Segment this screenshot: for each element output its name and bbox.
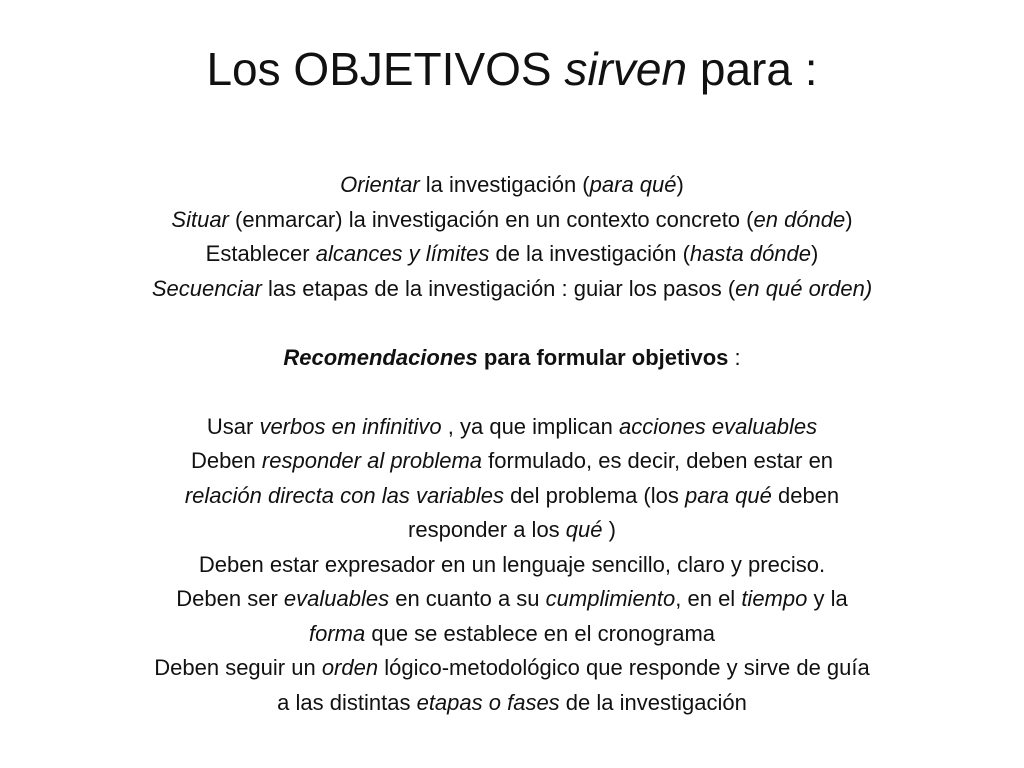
text-segment: para qué	[589, 172, 677, 197]
text-segment: formulado, es decir, deben estar en	[482, 448, 834, 473]
text-segment: de la investigación	[559, 689, 747, 715]
text-segment: Deben	[190, 448, 262, 473]
text-segment: orden	[321, 655, 379, 680]
recommendations-heading-part-3: :	[728, 344, 741, 370]
text-segment: responder a los	[408, 517, 566, 542]
slide-title	[0, 38, 1024, 100]
recommendations-heading	[60, 341, 964, 376]
spacer	[60, 375, 964, 410]
recommendation-line	[60, 582, 964, 617]
text-segment: Secuenciar	[151, 275, 262, 301]
purposes-list	[60, 168, 964, 306]
recommendation-line	[60, 479, 964, 514]
text-segment: , ya que implican	[441, 413, 619, 439]
text-segment: que se establece en el cronograma	[365, 620, 716, 646]
recommendation-line	[60, 444, 964, 479]
text-segment: del problema (los	[504, 482, 685, 508]
text-segment: , en el	[675, 586, 742, 611]
text-segment: (enmarcar) la investigación en un contexto concreto (	[228, 206, 754, 232]
text-segment: etapas o fases	[416, 689, 560, 715]
text-segment: Situar	[171, 206, 229, 232]
title-part-1: Los OBJETIVOS	[206, 43, 565, 95]
recommendation-line	[60, 686, 964, 721]
recommendation-line	[60, 513, 964, 548]
text-segment: relación directa con las variables	[184, 482, 505, 508]
text-segment: alcances y límites	[315, 241, 490, 266]
recommendations-heading-part-1: Recomendaciones	[283, 344, 478, 370]
text-segment: )	[602, 517, 616, 542]
text-segment: evaluables	[283, 586, 390, 611]
text-segment: )	[845, 206, 853, 232]
text-segment: )	[676, 172, 684, 197]
text-segment: la investigación (	[419, 172, 590, 197]
spacer	[60, 306, 964, 341]
text-segment: Deben seguir un	[154, 655, 322, 680]
title-part-3: para :	[687, 43, 818, 95]
text-segment: hasta dónde	[689, 241, 812, 266]
text-segment: en dónde	[753, 206, 846, 232]
purpose-line	[60, 203, 964, 238]
recommendation-line	[60, 651, 964, 686]
text-segment: en qué orden)	[735, 275, 873, 301]
text-segment: a las distintas	[277, 689, 417, 715]
text-segment: de la investigación (	[489, 241, 690, 266]
text-segment: en cuanto a su	[389, 586, 546, 611]
text-segment: responder al problema	[261, 448, 483, 473]
text-segment: tiempo	[741, 586, 808, 611]
text-segment: y la	[807, 586, 848, 611]
slide-body	[60, 168, 964, 720]
recommendation-line	[60, 617, 964, 652]
text-segment: )	[811, 241, 819, 266]
title-part-2: sirven	[564, 43, 688, 95]
recommendation-line	[60, 410, 964, 445]
text-segment: cumplimiento	[545, 586, 676, 611]
text-segment: Deben estar expresador en un lenguaje sencillo, claro y preciso.	[198, 551, 826, 577]
text-segment: para qué	[685, 482, 772, 508]
purpose-line	[60, 237, 964, 272]
text-segment: lógico-metodológico que responde y sirve de guía	[378, 655, 870, 680]
text-segment: las etapas de la investigación : guiar los pasos (	[261, 275, 736, 301]
text-segment: Establecer	[205, 241, 316, 266]
text-segment: deben	[771, 482, 840, 508]
text-segment: Deben ser	[176, 586, 284, 611]
text-segment: acciones evaluables	[618, 413, 818, 439]
recommendations-list	[60, 410, 964, 721]
text-segment: forma	[308, 620, 366, 646]
text-segment: verbos en infinitivo	[259, 413, 442, 439]
recommendations-heading-part-2: para formular objetivos	[477, 344, 729, 370]
purpose-line	[60, 168, 964, 203]
text-segment: Usar	[206, 413, 260, 439]
purpose-line	[60, 272, 964, 307]
text-segment: Orientar	[340, 172, 420, 197]
recommendation-line	[60, 548, 964, 583]
text-segment: qué	[565, 517, 603, 542]
